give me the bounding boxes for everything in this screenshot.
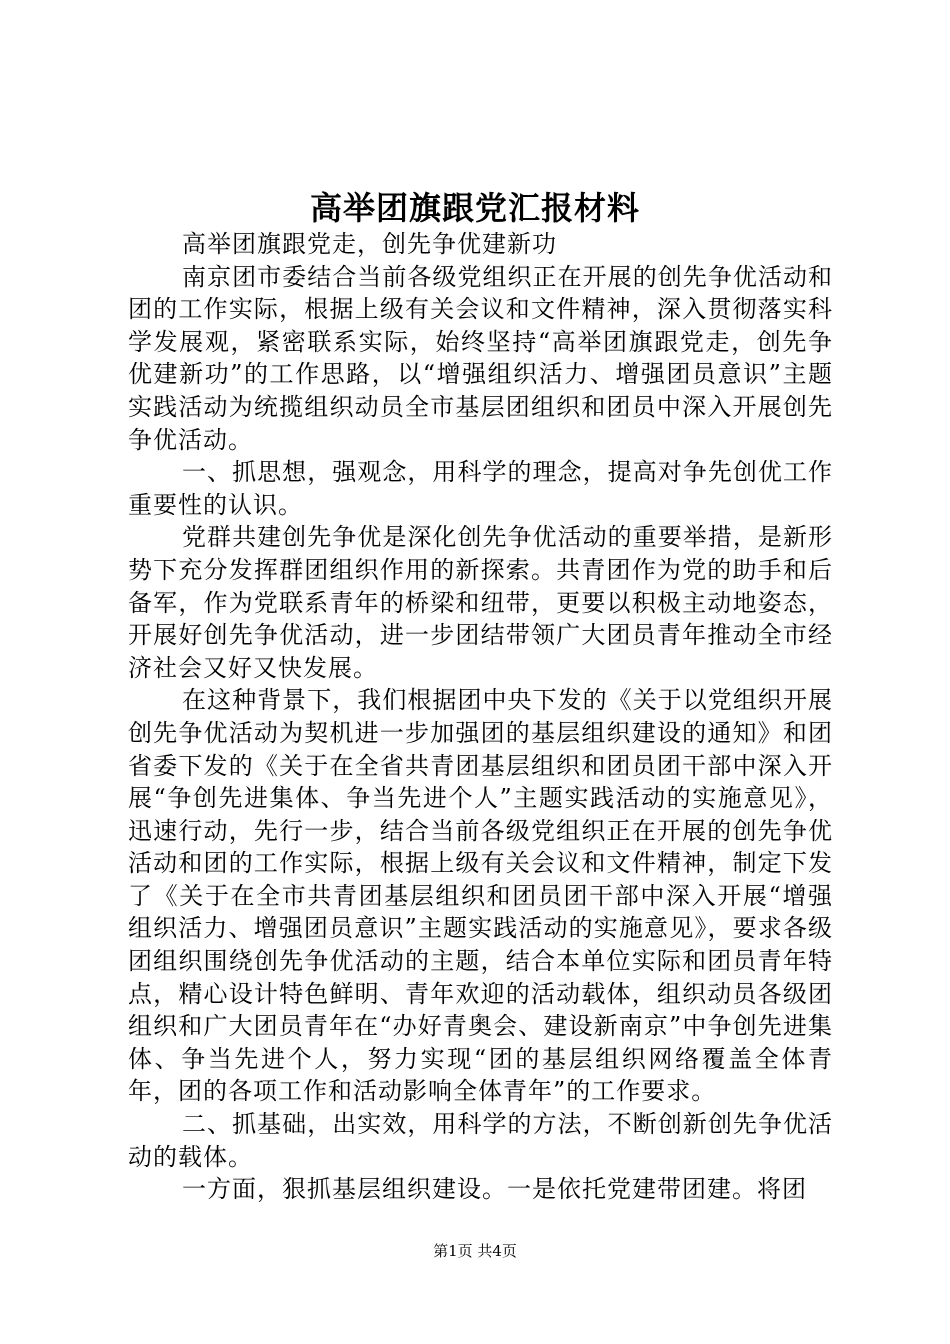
body-paragraph: 党群共建创先争优是深化创先争优活动的重要举措，是新形势下充分发挥群团组织作用的新探索。共青团作为党的助手和后备军，作为党联系青年的桥梁和纽带，更要以积极主动地姿态，开展好创先争优活动，进一步团结带领广大团员青年推动全市经济社会又好又快发展。 [128, 523, 833, 682]
section-heading-2: 二、抓基础，出实效，用科学的方法，不断创新创先争优活动的载体。 [128, 1110, 833, 1171]
body-paragraph: 南京团市委结合当前各级党组织正在开展的创先争优活动和团的工作实际，根据上级有关会议和文件精神，深入贯彻落实科学发展观，紧密联系实际，始终坚持“高举团旗跟党走，创先争优建新功”的工作思路，以“增强组织活力、增强团员意识”主题实践活动为统揽组织动员全市基层团组织和团员中深入开展创先争优活动。 [128, 262, 833, 454]
page-number-footer: 第1页 共4页 [433, 1242, 517, 1260]
subtitle-paragraph: 高举团旗跟党走，创先争优建新功 [182, 230, 557, 258]
document-title: 高举团旗跟党汇报材料 [309, 189, 640, 227]
section-heading-1: 一、抓思想，强观念，用科学的理念，提高对争先创优工作重要性的认识。 [128, 458, 833, 519]
body-paragraph: 在这种背景下，我们根据团中央下发的《关于以党组织开展创先争优活动为契机进一步加强团的基层组织建设的通知》和团省委下发的《关于在全省共青团基层组织和团员团干部中深入开展“争创先进集体、争当先进个人”主题实践活动的实施意见》，迅速行动，先行一步，结合当前各级党组织正在开展的创先争优活动和团的工作实际，根据上级有关会议和文件精神，制定下发了《关于在全市共青团基层组织和团员团干部中深入开展“增强组织活力、增强团员意识”主题实践活动的实施意见》，要求各级团组织围绕创先争优活动的主题，结合本单位实际和团员青年特点，精心设计特色鲜明、青年欢迎的活动载体，组织动员各级团组织和广大团员青年在“办好青奥会、建设新南京”中争创先进集体、争当先进个人，努力实现“团的基层组织网络覆盖全体青年，团的各项工作和活动影响全体青年”的工作要求。 [128, 686, 833, 1106]
document-body [128, 228, 833, 1206]
body-paragraph: 一方面，狠抓基层组织建设。一是依托党建带团建。将团 [182, 1175, 807, 1204]
